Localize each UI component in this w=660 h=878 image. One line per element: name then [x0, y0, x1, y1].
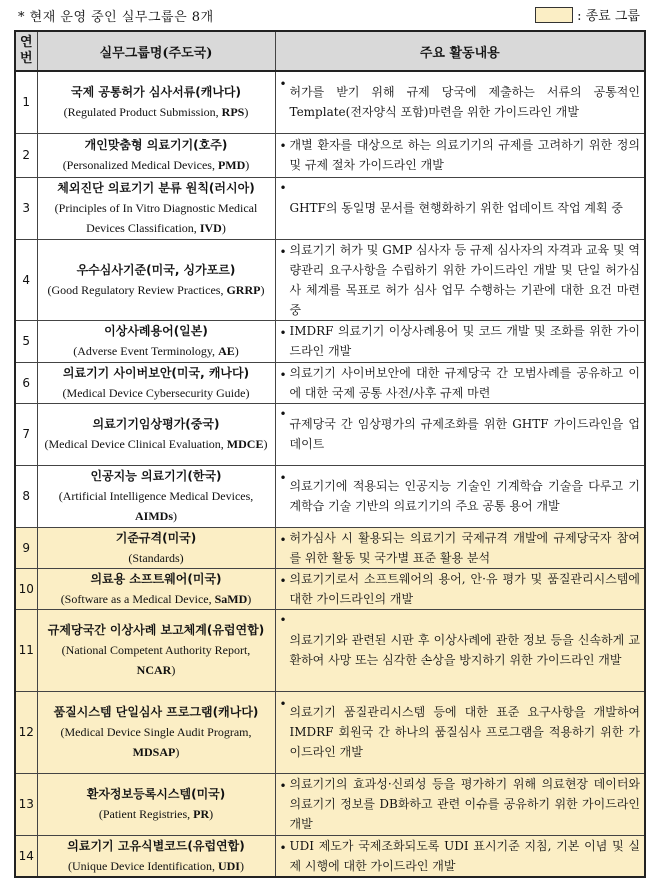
en-close: ): [239, 858, 244, 873]
group-name: [37, 403, 275, 465]
en-text: (Principles of In Vitro Diagnostic Medical Devices Classification,: [54, 201, 258, 235]
row-num: 8: [15, 465, 37, 527]
group-description: • 개별 환자를 대상으로 하는 의료기기의 규제를 고려하기 위한 정의 및 규제 절차 가이드라인 개발: [275, 133, 645, 177]
table-row-ended: [15, 835, 645, 877]
group-name-ko: 의료기기 사이버보안(미국, 캐나다): [62, 365, 250, 380]
row-num: 9: [15, 527, 37, 568]
group-name: [37, 835, 275, 877]
en-close: ): [263, 437, 268, 451]
en-close: ): [171, 663, 176, 677]
group-name: [37, 239, 275, 320]
header-num: 연번: [15, 31, 37, 71]
group-name-ko: 인공지능 의료기기(한국): [90, 469, 222, 483]
group-name: [37, 527, 275, 568]
group-name-en: [99, 807, 213, 821]
group-name: [37, 691, 275, 773]
group-name-en: [61, 592, 252, 606]
table-row: [15, 177, 645, 239]
group-name-en: [48, 283, 265, 297]
row-num: 12: [15, 691, 37, 773]
table-row: [15, 133, 645, 177]
table-row-ended: [15, 691, 645, 773]
en-close: ): [234, 344, 239, 358]
table-row-ended: [15, 568, 645, 609]
en-text: (National Competent Authority Report,: [61, 643, 251, 657]
table-body: [15, 71, 645, 877]
en-abbr: MDSAP: [132, 745, 176, 759]
group-name-ko: 국제 공통허가 심사서류(캐나다): [70, 85, 242, 100]
en-abbr: RPS: [221, 105, 245, 120]
group-name-en: [62, 643, 251, 677]
group-name-en: [128, 551, 183, 565]
group-name: [37, 320, 275, 362]
en-close: ): [245, 158, 250, 172]
en-text: (Standards): [128, 550, 184, 565]
row-num: 1: [15, 71, 37, 133]
group-name-en: [63, 158, 250, 172]
row-num: 5: [15, 320, 37, 362]
group-name-ko: 의료기기 고유식별코드(유럽연합): [67, 838, 245, 853]
en-text: (Regulated Product Submission,: [63, 105, 222, 120]
group-name-ko: 개인맞춤형 의료기기(호주): [84, 138, 228, 152]
en-abbr: NCAR: [136, 663, 172, 677]
en-abbr: AE: [218, 344, 235, 358]
row-num: 13: [15, 773, 37, 835]
table-row-ended: [15, 527, 645, 568]
group-description: • 의료기기와 관련된 시판 후 이상사례에 관한 정보 등을 신속하게 교환하여 사망 또는 심각한 손상을 방지하기 위한 가이드라인 개발: [275, 609, 645, 691]
en-close: ): [247, 591, 252, 606]
en-text: (Adverse Event Terminology,: [73, 344, 219, 358]
row-num: 3: [15, 177, 37, 239]
table-row-ended: [15, 609, 645, 691]
group-description: • IMDRF 의료기기 이상사례용어 및 코드 개발 및 조화를 위한 가이드라인 개발: [275, 320, 645, 362]
table-row: [15, 465, 645, 527]
en-text: (Patient Registries,: [98, 807, 194, 821]
en-text: (Personalized Medical Devices,: [62, 158, 218, 172]
row-num: 10: [15, 568, 37, 609]
legend-label: : 종료 그룹: [577, 9, 640, 24]
table-row-ended: [15, 773, 645, 835]
group-name-ko: 체외진단 의료기기 분류 원칙(러시아): [57, 181, 255, 195]
en-abbr: UDI: [217, 858, 240, 873]
group-name: [37, 609, 275, 691]
group-description: • 의료기기 사이버보안에 대한 규제당국 간 모범사례를 공유하고 이에 대한 국제 공통 사전/사후 규제 마련: [275, 362, 645, 403]
row-num: 7: [15, 403, 37, 465]
ended-group-swatch: [535, 7, 573, 23]
group-description: • 의료기기로서 소프트웨어의 용어, 안·유 평가 및 품질관리시스템에 대한 가이드라인의 개발: [275, 568, 645, 609]
en-close: ): [260, 282, 265, 297]
en-text: (Software as a Medical Device,: [60, 591, 215, 606]
group-description: • UDI 제도가 국제조화되도록 UDI 표시기준 지침, 기본 이념 및 실제 시행에 대한 가이드라인 개발: [275, 835, 645, 877]
group-name-en: [61, 725, 252, 759]
group-name: [37, 71, 275, 133]
legend: [535, 5, 640, 24]
group-name: [37, 362, 275, 403]
header-name: 실무그룹명(주도국): [37, 31, 275, 71]
header-desc: 주요 활동내용: [275, 31, 645, 71]
group-description: • 허가를 받기 위해 규제 당국에 제출하는 서류의 공통적인 Template(전자양식 포함)마련을 위한 가이드라인 개발: [275, 71, 645, 133]
group-name: [37, 568, 275, 609]
en-text: (Unique Device Identification,: [68, 858, 218, 873]
en-close: ): [209, 807, 214, 821]
row-num: 2: [15, 133, 37, 177]
group-name-en: [59, 489, 254, 523]
group-description: • 의료기기의 효과성·신뢰성 등을 평가하기 위해 의료현장 데이터와 의료기기 정보를 DB화하고 관련 이슈를 공유하기 위한 가이드라인 개발: [275, 773, 645, 835]
group-name-en: [55, 201, 258, 235]
row-num: 11: [15, 609, 37, 691]
group-description: • 의료기기에 적용되는 인공지능 기술인 기계학습 기술을 다루고 기계학습 기술 기반의 의료기기의 주요 공통 용어 개발: [275, 465, 645, 527]
group-description: • GHTF의 동일명 문서를 현행화하기 위한 업데이트 작업 계획 중: [275, 177, 645, 239]
group-name-en: [63, 386, 250, 400]
row-num: 14: [15, 835, 37, 877]
row-num: 6: [15, 362, 37, 403]
group-name-ko: 의료용 소프트웨어(미국): [90, 571, 222, 586]
en-text: (Good Regulatory Review Practices,: [47, 282, 227, 297]
group-description: • 허가심사 시 활용되는 의료기기 국제규격 개발에 규제당국자 참여를 위한 활동 및 국가별 표준 활용 분석: [275, 527, 645, 568]
table-row: [15, 362, 645, 403]
en-text: (Medical Device Single Audit Program,: [60, 725, 252, 739]
en-close: ): [175, 745, 180, 759]
group-name: [37, 773, 275, 835]
en-text: (Medical Device Clinical Evaluation,: [44, 437, 227, 451]
table-row: [15, 320, 645, 362]
working-group-table: [14, 30, 646, 878]
en-abbr: AIMDs: [135, 509, 173, 523]
en-text: (Artificial Intelligence Medical Devices,: [58, 489, 254, 503]
group-description: • 의료기기 품질관리시스템 등에 대한 표준 요구사항을 개발하여 IMDRF 회원국 간 하나의 품질심사 프로그램을 적용하기 위한 가이드라인 개발: [275, 691, 645, 773]
group-name-ko: 환자정보등록시스템(미국): [86, 787, 226, 801]
table-row: [15, 403, 645, 465]
group-name-en: [68, 859, 244, 873]
en-close: ): [221, 221, 226, 235]
group-name: [37, 177, 275, 239]
table-row: [15, 71, 645, 133]
row-num: 4: [15, 239, 37, 320]
en-abbr: GRRP: [226, 282, 261, 297]
en-abbr: PMD: [217, 158, 246, 172]
table-row: [15, 239, 645, 320]
group-name-ko: 기준규격(미국): [115, 530, 197, 545]
group-name: [37, 133, 275, 177]
en-abbr: IVD: [199, 221, 222, 235]
group-name-ko: 규제당국간 이상사례 보고체계(유럽연합): [47, 623, 265, 637]
top-bar: [14, 4, 646, 26]
en-close: ): [244, 105, 249, 120]
en-text: (Medical Device Cybersecurity Guide): [62, 385, 250, 400]
en-close: ): [173, 509, 177, 523]
table-header-row: [15, 31, 645, 71]
en-abbr: MDCE: [226, 437, 264, 451]
working-group-count-note: * 현재 운영 중인 실무그룹은 8개: [18, 10, 214, 25]
en-abbr: SaMD: [214, 591, 248, 606]
group-name: [37, 465, 275, 527]
group-name-ko: 의료기기임상평가(중국): [92, 417, 220, 431]
group-name-ko: 품질시스템 단일심사 프로그램(캐나다): [53, 705, 259, 719]
en-abbr: PR: [193, 807, 210, 821]
group-name-ko: 우수심사기준(미국, 싱가포르): [76, 262, 236, 277]
group-description: • 규제당국 간 임상평가의 규제조화를 위한 GHTF 가이드라인을 업데이트: [275, 403, 645, 465]
group-name-en: [64, 105, 249, 119]
group-name-ko: 이상사례용어(일본): [104, 324, 208, 338]
group-description: • 의료기기 허가 및 GMP 심사자 등 규제 심사자의 자격과 교육 및 역량관리 요구사항을 수립하기 위한 가이드라인 개발 및 단일 허가심사 체계를 목표로 허가 심사 업무 수행하는 기관에 대한 요건 마련 중: [275, 239, 645, 320]
group-name-en: [45, 437, 268, 451]
group-name-en: [73, 344, 238, 358]
